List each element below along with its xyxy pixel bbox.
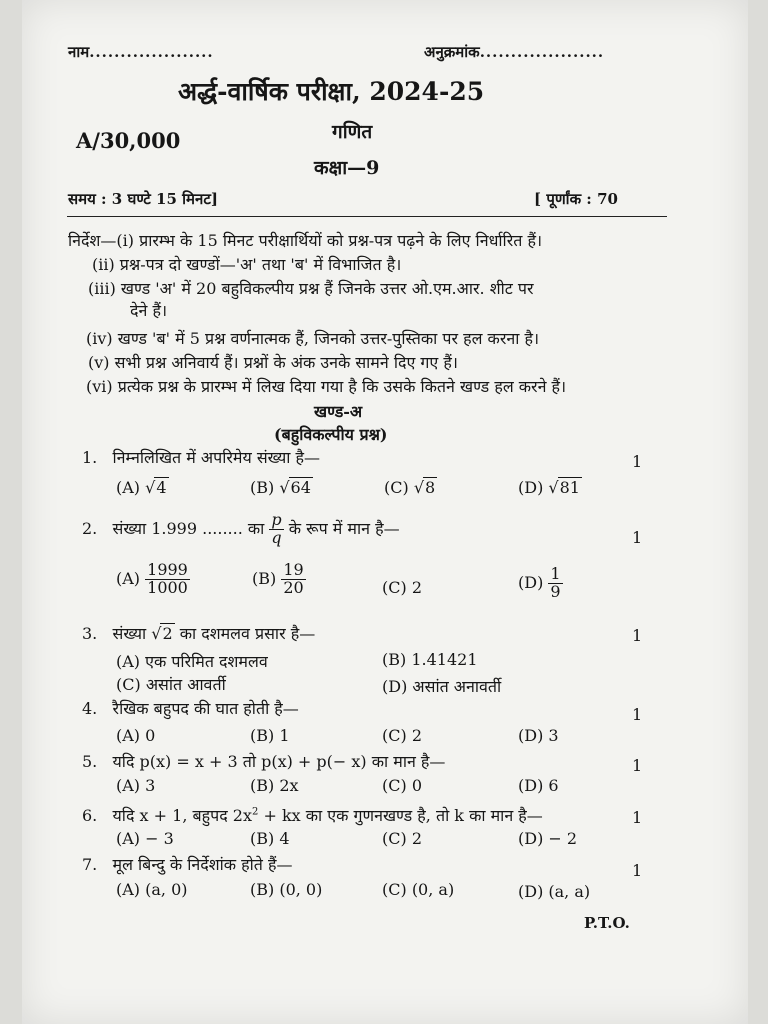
exam-paper (22, 0, 748, 1024)
q1-option-d: (D) √81 (518, 478, 580, 497)
instruction-vi: (vi) प्रत्येक प्रश्न के प्रारम्भ में लिख दिया गया है कि उसके कितने खण्ड हल करने हैं। (86, 377, 567, 396)
q2-option-a: (A) $\frac{1999}{1000}$ (116, 560, 188, 597)
question-5 (82, 750, 445, 772)
q6-option-d: (D) − 2 (518, 829, 578, 848)
class-title: कक्षा—9 (314, 157, 380, 179)
radical: √4 (145, 478, 167, 497)
q3-option-d: (D) असांत अनावर्ती (382, 677, 502, 696)
question-5-marks: 1 (632, 756, 643, 775)
name-field (68, 42, 214, 62)
q2-option-d: (D) $\frac{1}{9}$ (518, 564, 561, 601)
question-text: यदि p(x) = x + 3 तो p(x) + p(− x) का मान है— (112, 752, 446, 771)
question-number: 1. (82, 448, 98, 467)
question-number: 5. (82, 752, 98, 771)
q3-option-a: (A) एक परिमित दशमलव (116, 652, 268, 671)
roll-dots: .................... (479, 43, 605, 61)
question-1 (82, 446, 320, 468)
q4-option-b: (B) 1 (250, 726, 290, 745)
q3-option-b: (B) 1.41421 (382, 650, 478, 669)
q5-option-b: (B) 2x (250, 776, 299, 795)
question-text: यदि x + 1, बहुपद 2x (112, 806, 252, 825)
roll-number-field (424, 42, 604, 62)
section-subtitle: (बहुविकल्पीय प्रश्न) (274, 425, 388, 444)
q6-option-c: (C) 2 (382, 829, 422, 848)
please-turn-over: P.T.O. (584, 914, 630, 932)
roll-label: अनुक्रमांक (424, 43, 480, 61)
question-number: 4. (82, 699, 98, 718)
question-text-end: के रूप में मान है— (288, 518, 400, 538)
instruction-iv: (iv) खण्ड 'ब' में 5 प्रश्न वर्णनात्मक हैं, जिनको उत्तर-पुस्तिका पर हल करना है। (86, 329, 540, 348)
instruction-iii-cont: देने हैं। (130, 301, 168, 320)
paper-code: A/30,000 (76, 128, 181, 153)
q3-option-c: (C) असांत आवर्ती (116, 675, 226, 694)
question-text: रैखिक बहुपद की घात होती है— (112, 699, 299, 718)
instruction-v: (v) सभी प्रश्न अनिवार्य हैं। प्रश्नों के अंक उनके सामने दिए गए हैं। (88, 353, 458, 372)
question-number: 7. (82, 855, 98, 874)
question-2 (82, 512, 400, 547)
question-text: निम्नलिखित में अपरिमेय संख्या है— (112, 448, 321, 467)
instruction-ii: (ii) प्रश्न-पत्र दो खण्डों—'अ' तथा 'ब' में विभाजित है। (92, 255, 402, 274)
radical: √64 (279, 478, 311, 497)
question-1-marks: 1 (632, 452, 643, 471)
question-7 (82, 853, 292, 875)
fraction-p-over-q: $\frac{p}{q}$ (271, 510, 282, 547)
q5-option-c: (C) 0 (382, 776, 422, 795)
q7-option-c: (C) (0, a) (382, 880, 455, 899)
question-text: मूल बिन्दु के निर्देशांक होते हैं— (112, 855, 293, 874)
question-2-marks: 1 (632, 528, 643, 547)
question-3 (82, 622, 315, 644)
maximum-marks: [ पूर्णांक : 70 (534, 190, 618, 208)
question-6 (82, 804, 543, 826)
q7-option-a: (A) (a, 0) (116, 880, 188, 899)
question-text-end: + kx का एक गुणनखण्ड है, तो k का मान है— (258, 806, 543, 825)
q7-option-b: (B) (0, 0) (250, 880, 323, 899)
instruction-i: निर्देश—(i) प्रारम्भ के 15 मिनट परीक्षार्थियों को प्रश्न-पत्र पढ़ने के लिए निर्धारित हैं। (68, 231, 543, 250)
radical: √81 (548, 478, 580, 497)
exam-title: अर्द्ध-वार्षिक परीक्षा, 2024-25 (178, 77, 485, 106)
header-divider (67, 216, 667, 217)
q6-option-b: (B) 4 (250, 829, 290, 848)
q4-option-a: (A) 0 (116, 726, 156, 745)
subject-title: गणित (332, 121, 373, 143)
question-text-end: का दशमलव प्रसार है— (179, 624, 316, 643)
question-number: 2. (82, 518, 98, 538)
question-6-marks: 1 (632, 808, 643, 827)
question-text: संख्या (112, 624, 147, 643)
q2-option-b: (B) $\frac{19}{20}$ (252, 560, 304, 597)
section-title: खण्ड-अ (314, 402, 363, 421)
time-allowed: समय : 3 घण्टे 15 मिनट] (68, 190, 218, 208)
question-number: 6. (82, 806, 98, 825)
q7-option-d: (D) (a, a) (518, 882, 591, 901)
question-4-marks: 1 (632, 705, 643, 724)
question-3-marks: 1 (632, 626, 643, 645)
question-7-marks: 1 (632, 861, 643, 880)
q2-option-c: (C) 2 (382, 578, 422, 597)
exponent: 2 (252, 806, 259, 818)
name-label: नाम (68, 43, 90, 61)
q1-option-c: (C) √8 (384, 478, 436, 497)
q5-option-a: (A) 3 (116, 776, 156, 795)
question-4 (82, 697, 299, 719)
question-text: संख्या 1.999 ........ का (112, 518, 265, 538)
q1-option-b: (B) √64 (250, 478, 311, 497)
radical: √8 (413, 478, 436, 497)
show-through-text (608, 40, 748, 660)
q4-option-d: (D) 3 (518, 726, 559, 745)
instruction-iii: (iii) खण्ड 'अ' में 20 बहुविकल्पीय प्रश्न हैं जिनके उत्तर ओ.एम.आर. शीट पर (88, 279, 534, 298)
q5-option-d: (D) 6 (518, 776, 559, 795)
question-number: 3. (82, 624, 98, 643)
name-dots: .................... (89, 43, 214, 61)
q1-option-a: (A) √4 (116, 478, 167, 497)
q6-option-a: (A) − 3 (116, 829, 174, 848)
radical: √2 (151, 624, 173, 643)
q4-option-c: (C) 2 (382, 726, 422, 745)
